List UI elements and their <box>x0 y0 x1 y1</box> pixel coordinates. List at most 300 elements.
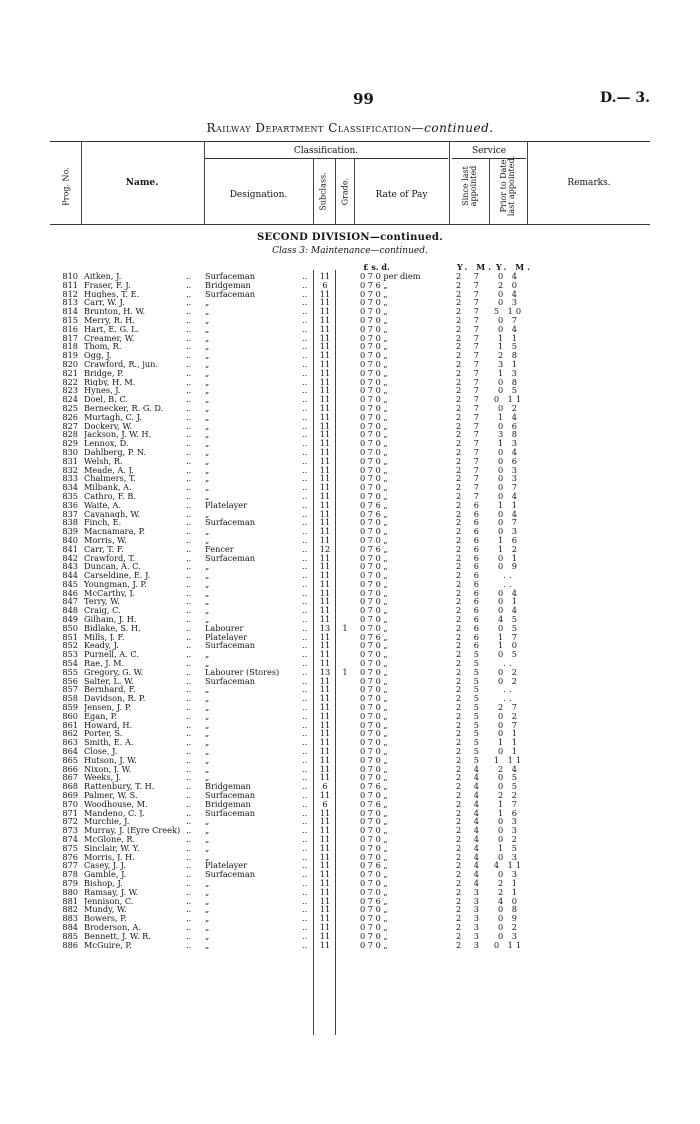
prog-no-cell: 864 <box>62 746 78 757</box>
since-last-cell: 2 4 <box>455 877 485 888</box>
designation-cell: „ <box>205 606 210 616</box>
leader-dots: .. <box>302 297 308 308</box>
table-row <box>0 694 700 703</box>
prior-to-date-cell: 0 3 <box>497 930 521 941</box>
prior-to-date-cell: 0 9 <box>497 561 521 572</box>
subclass-cell: 11 <box>319 323 331 334</box>
subclass-cell: 11 <box>319 314 331 325</box>
subclass-cell: 11 <box>319 534 331 545</box>
table-row <box>0 879 700 888</box>
since-last-cell: 2 6 <box>455 526 485 537</box>
designation-cell: „ <box>205 588 210 598</box>
name-cell: Bennett, J. W. R. <box>84 931 151 941</box>
designation-cell: Platelayer <box>205 861 248 871</box>
rate-of-pay-cell: 0 7 6 „ <box>360 631 388 642</box>
leader-dots: .. <box>186 869 192 880</box>
leader-dots: .. <box>186 877 192 888</box>
leader-dots: .. <box>302 658 308 669</box>
prior-to-date-cell: 1 3 <box>497 438 521 449</box>
rate-of-pay-cell: 0 7 6 „ <box>360 781 388 792</box>
prog-no-cell: 871 <box>62 807 78 818</box>
rate-of-pay-cell: 0 7 0 „ <box>360 517 388 528</box>
prog-no-cell: 883 <box>62 913 78 924</box>
prog-no-cell: 847 <box>62 596 78 607</box>
designation-cell: „ <box>205 773 210 783</box>
rate-of-pay-cell: 0 7 0 „ <box>360 763 388 774</box>
pay-units: £ s. d. <box>363 262 390 272</box>
name-cell: Bernhard, F. <box>84 685 136 695</box>
leader-dots: .. <box>186 781 192 792</box>
leader-dots: .. <box>302 306 308 317</box>
leader-dots: .. <box>302 834 308 844</box>
prior-to-date-cell: 1 7 <box>497 798 521 809</box>
header-prior-to-date: Prior to Date last appointed. <box>499 155 516 217</box>
leader-dots: .. <box>186 526 192 537</box>
prior-units: Y. M. <box>496 262 533 272</box>
designation-cell: „ <box>205 298 210 308</box>
leader-dots: .. <box>186 622 192 633</box>
leader-dots: .. <box>302 702 308 713</box>
leader-dots: .. <box>302 807 308 818</box>
name-cell: Gilham, J. H. <box>84 615 137 624</box>
leader-dots: .. <box>186 860 192 871</box>
prog-no-cell: 825 <box>62 402 78 413</box>
name-cell: Hutson, J. W. <box>84 755 137 765</box>
since-last-cell: 2 3 <box>455 921 485 932</box>
rate-of-pay-cell: 0 7 0 „ <box>360 323 388 334</box>
since-last-cell: 2 4 <box>455 851 485 862</box>
subclass-cell: 11 <box>319 271 331 281</box>
prior-to-date-cell: 4 0 <box>497 895 521 906</box>
since-last-cell: 2 6 <box>455 517 485 528</box>
rate-of-pay-cell: 0 7 0 „ <box>360 675 388 686</box>
rate-of-pay-cell: 0 7 0 „ <box>360 358 388 369</box>
prog-no-cell: 875 <box>62 842 78 853</box>
table-row <box>0 905 700 914</box>
prior-to-date-cell: 0 7 <box>497 314 521 325</box>
prior-to-date-cell: 1 6 <box>497 807 521 818</box>
table-row <box>0 281 700 290</box>
designation-cell: Surfaceman <box>205 808 256 818</box>
designation-cell: „ <box>205 430 210 440</box>
leader-dots: .. <box>186 446 192 457</box>
designation-cell: „ <box>205 729 210 739</box>
leader-dots: .. <box>302 710 308 721</box>
prior-to-date-cell: 0 4 <box>497 490 521 501</box>
leader-dots: .. <box>186 376 192 387</box>
name-cell: Hughes, T. E. <box>84 289 140 299</box>
since-last-cell: 2 5 <box>455 684 485 695</box>
leader-dots: .. <box>302 438 308 449</box>
since-last-cell: 2 6 <box>455 552 485 563</box>
table-row <box>0 554 700 563</box>
prior-to-date-cell: .. <box>503 658 515 669</box>
designation-cell: „ <box>205 905 210 915</box>
subclass-cell: 11 <box>319 658 331 669</box>
prog-no-cell: 868 <box>62 781 78 792</box>
leader-dots: .. <box>302 402 308 413</box>
leader-dots: .. <box>186 798 192 809</box>
prior-to-date-cell: 0 6 <box>497 420 521 431</box>
leader-dots: .. <box>186 596 192 607</box>
name-cell: Youngman, J. P. <box>84 579 147 589</box>
prior-to-date-cell: 0 2 <box>497 921 521 932</box>
leader-dots: .. <box>302 737 308 748</box>
designation-cell: „ <box>205 826 210 835</box>
prog-no-cell: 829 <box>62 438 78 449</box>
rate-of-pay-cell: 0 7 0 „ <box>360 578 388 589</box>
table-row <box>0 606 700 615</box>
since-last-cell: 2 7 <box>455 411 485 422</box>
leader-dots: .. <box>302 411 308 422</box>
leader-dots: .. <box>186 754 192 765</box>
prior-to-date-cell: 0 3 <box>497 526 521 537</box>
rate-of-pay-cell: 0 7 0 „ <box>360 877 388 888</box>
table-row <box>0 729 700 738</box>
designation-cell: Surfaceman <box>205 289 256 299</box>
since-last-cell: 2 7 <box>455 490 485 501</box>
subclass-cell: 11 <box>319 578 331 589</box>
since-last-cell: 2 7 <box>455 288 485 299</box>
prior-to-date-cell: 0 4 <box>497 605 521 616</box>
subclass-cell: 11 <box>319 886 331 897</box>
prog-no-cell: 865 <box>62 754 78 765</box>
since-last-cell: 2 6 <box>455 631 485 642</box>
designation-cell: „ <box>205 324 210 334</box>
table-row <box>0 914 700 923</box>
rate-of-pay-cell: 0 7 6 „ <box>360 499 388 510</box>
name-cell: Gamble, J. <box>84 870 127 879</box>
rate-of-pay-cell: 0 7 0 „ <box>360 385 388 396</box>
leader-dots: .. <box>302 552 308 563</box>
designation-cell: „ <box>205 527 210 536</box>
designation-cell: „ <box>205 940 210 950</box>
rate-of-pay-cell: 0 7 0 „ <box>360 446 388 457</box>
table-row <box>0 835 700 844</box>
subclass-cell: 11 <box>319 939 331 950</box>
since-last-cell: 2 5 <box>455 746 485 757</box>
name-cell: Rattenbury, T. H. <box>84 782 155 792</box>
subclass-cell: 11 <box>319 341 331 352</box>
prog-no-cell: 876 <box>62 851 78 862</box>
table-row <box>0 677 700 686</box>
subclass-cell: 11 <box>319 772 331 783</box>
since-last-cell: 2 4 <box>455 772 485 783</box>
table-row <box>0 870 700 879</box>
rate-of-pay-cell: 0 7 0 „ <box>360 622 388 633</box>
prior-to-date-cell: 2 0 <box>497 279 521 290</box>
header-top-rule <box>50 141 650 142</box>
prog-no-cell: 878 <box>62 869 78 880</box>
name-cell: Welsh, R. <box>84 456 123 466</box>
leader-dots: .. <box>186 807 192 818</box>
designation-cell: „ <box>205 852 210 862</box>
leader-dots: .. <box>302 790 308 801</box>
rate-of-pay-cell: 0 7 0 „ <box>360 306 388 317</box>
designation-cell: „ <box>205 315 210 325</box>
table-row <box>0 747 700 756</box>
prog-no-cell: 850 <box>62 622 78 633</box>
leader-dots: .. <box>302 394 308 405</box>
leader-dots: .. <box>186 939 192 950</box>
designation-cell: „ <box>205 703 210 712</box>
designation-cell: „ <box>205 597 210 607</box>
subclass-cell: 11 <box>319 605 331 616</box>
leader-dots: .. <box>186 402 192 413</box>
leader-dots: .. <box>186 710 192 721</box>
rate-of-pay-cell: 0 7 0 „ <box>360 411 388 422</box>
subclass-cell: 11 <box>319 684 331 695</box>
prior-to-date-cell: 0 2 <box>497 710 521 721</box>
leader-dots: .. <box>186 649 192 660</box>
leader-dots: .. <box>186 438 192 449</box>
header-designation: Designation. <box>229 190 288 200</box>
rate-of-pay-cell: 0 7 0 „ <box>360 719 388 730</box>
leader-dots: .. <box>302 526 308 537</box>
prog-no-cell: 826 <box>62 411 78 422</box>
table-row <box>0 439 700 448</box>
since-last-cell: 2 7 <box>455 385 485 396</box>
leader-dots: .. <box>186 728 192 739</box>
rate-of-pay-cell: 0 7 0 „ <box>360 693 388 704</box>
prior-to-date-cell: .. <box>503 693 515 704</box>
table-row <box>0 765 700 774</box>
table-row <box>0 571 700 580</box>
table-row <box>0 923 700 932</box>
subclass-cell: 11 <box>319 438 331 449</box>
since-last-cell: 2 3 <box>455 886 485 897</box>
table-row <box>0 351 700 360</box>
leader-dots: .. <box>186 719 192 730</box>
prog-no-cell: 822 <box>62 376 78 387</box>
leader-dots: .. <box>186 358 192 369</box>
leader-dots: .. <box>302 877 308 888</box>
rate-of-pay-cell: 0 7 0 „ <box>360 438 388 449</box>
prior-to-date-cell: 5 10 <box>493 306 525 317</box>
rate-of-pay-cell: 0 7 0 „ <box>360 332 388 343</box>
prog-no-cell: 844 <box>62 570 78 581</box>
since-last-cell: 2 7 <box>455 297 485 308</box>
rate-of-pay-cell: 0 7 0 „ <box>360 552 388 563</box>
designation-cell: Labourer <box>205 623 244 633</box>
leader-dots: .. <box>302 534 308 545</box>
prior-to-date-cell: .. <box>503 684 515 695</box>
since-last-cell: 2 5 <box>455 693 485 704</box>
prior-to-date-cell: 0 2 <box>497 834 521 844</box>
leader-dots: .. <box>186 306 192 317</box>
prog-no-cell: 858 <box>62 693 78 704</box>
leader-dots: .. <box>302 587 308 598</box>
leader-dots: .. <box>302 350 308 361</box>
leader-dots: .. <box>302 279 308 290</box>
subclass-cell: 11 <box>319 402 331 413</box>
table-row <box>0 659 700 668</box>
since-last-cell: 2 4 <box>455 869 485 880</box>
rate-of-pay-cell: 0 7 0 „ <box>360 455 388 466</box>
leader-dots: .. <box>186 614 192 625</box>
staff-table-body <box>0 272 700 949</box>
prog-no-cell: 859 <box>62 702 78 713</box>
subclass-cell: 11 <box>319 728 331 739</box>
prog-no-cell: 818 <box>62 341 78 352</box>
designation-cell: Surfaceman <box>205 791 256 800</box>
since-last-cell: 2 5 <box>455 728 485 739</box>
name-cell: Close, J. <box>84 747 118 756</box>
leader-dots: .. <box>186 631 192 642</box>
table-row <box>0 404 700 413</box>
title-main: Railway Department Classification <box>206 121 412 135</box>
prog-no-cell: 824 <box>62 394 78 405</box>
table-row <box>0 483 700 492</box>
prior-to-date-cell: 3 8 <box>497 429 521 440</box>
table-row <box>0 809 700 818</box>
leader-dots: .. <box>302 367 308 378</box>
designation-cell: „ <box>205 359 210 369</box>
prog-no-cell: 833 <box>62 473 78 484</box>
leader-dots: .. <box>302 482 308 493</box>
name-cell: Lennox, D. <box>84 439 129 448</box>
prior-to-date-cell: 0 1 <box>497 552 521 563</box>
table-row <box>0 536 700 545</box>
prior-to-date-cell: 0 3 <box>497 816 521 827</box>
leader-dots: .. <box>302 895 308 906</box>
prior-to-date-cell: 1 5 <box>497 842 521 853</box>
table-row <box>0 580 700 589</box>
designation-cell: „ <box>205 711 210 721</box>
designation-cell: Surfaceman <box>205 870 256 879</box>
table-row <box>0 844 700 853</box>
rate-of-pay-cell: 0 7 6 „ <box>360 543 388 554</box>
rate-of-pay-cell: 0 7 0 „ <box>360 702 388 713</box>
leader-dots: .. <box>302 825 308 836</box>
table-row <box>0 395 700 404</box>
leader-dots: .. <box>186 490 192 501</box>
name-cell: Carr, T. F. <box>84 544 124 554</box>
prior-to-date-cell: 1 1 <box>497 737 521 748</box>
since-last-cell: 2 4 <box>455 807 485 818</box>
leader-dots: .. <box>186 746 192 757</box>
leader-dots: .. <box>186 675 192 686</box>
designation-cell: Bridgeman <box>205 799 251 809</box>
prog-no-cell: 866 <box>62 763 78 774</box>
name-cell: Murchie, J. <box>84 817 130 827</box>
leader-dots: .. <box>186 702 192 713</box>
leader-dots: .. <box>186 341 192 352</box>
since-last-cell: 2 7 <box>455 376 485 387</box>
since-last-cell: 2 7 <box>455 482 485 493</box>
leader-dots: .. <box>186 816 192 827</box>
leader-dots: .. <box>302 719 308 730</box>
leader-dots: .. <box>186 411 192 422</box>
leader-dots: .. <box>186 895 192 906</box>
name-cell: Carr, W. J. <box>84 298 125 308</box>
table-row <box>0 791 700 800</box>
designation-cell: „ <box>205 342 210 352</box>
leader-dots: .. <box>302 561 308 572</box>
leader-dots: .. <box>302 323 308 334</box>
prior-to-date-cell: 0 8 <box>497 376 521 387</box>
name-cell: McGlone, R. <box>84 835 136 844</box>
name-cell: Merry, R. H. <box>84 315 135 325</box>
name-cell: Hynes, J. <box>84 386 121 396</box>
name-cell: Crawford, R., jun. <box>84 359 159 369</box>
table-row <box>0 325 700 334</box>
subclass-cell: 11 <box>319 763 331 774</box>
leader-dots: .. <box>186 851 192 862</box>
table-row <box>0 369 700 378</box>
header-bottom-rule <box>50 224 650 225</box>
since-last-cell: 2 5 <box>455 675 485 686</box>
name-cell: Rigby, H. M. <box>84 377 136 387</box>
leader-dots: .. <box>186 640 192 651</box>
subclass-cell: 11 <box>319 552 331 563</box>
subclass-cell: 11 <box>319 719 331 730</box>
since-last-cell: 2 7 <box>455 306 485 317</box>
leader-dots: .. <box>186 367 192 378</box>
since-last-cell: 2 5 <box>455 666 485 677</box>
since-last-cell: 2 6 <box>455 561 485 572</box>
subclass-cell: 11 <box>319 570 331 581</box>
name-cell: McGuire, P. <box>84 940 132 950</box>
table-row <box>0 773 700 782</box>
col-rule <box>449 141 450 225</box>
table-row <box>0 342 700 351</box>
since-last-cell: 2 7 <box>455 271 485 281</box>
rate-of-pay-cell: 0 7 6 „ <box>360 508 388 519</box>
since-last-cell: 2 6 <box>455 605 485 616</box>
table-row <box>0 685 700 694</box>
leader-dots: .. <box>186 464 192 475</box>
subclass-cell: 11 <box>319 561 331 572</box>
designation-cell: „ <box>205 835 210 844</box>
table-row <box>0 861 700 870</box>
table-row <box>0 290 700 299</box>
name-cell: Smith, E. A. <box>84 738 134 748</box>
leader-dots: .. <box>302 921 308 932</box>
rate-of-pay-cell: 0 7 0 „ <box>360 842 388 853</box>
prior-to-date-cell: 0 1 <box>497 596 521 607</box>
subclass-cell: 13 <box>319 622 331 633</box>
designation-cell: Surfaceman <box>205 641 256 651</box>
rate-of-pay-cell: 0 7 0 „ <box>360 737 388 748</box>
prog-no-cell: 820 <box>62 358 78 369</box>
leader-dots: .. <box>186 552 192 563</box>
leader-dots: .. <box>302 869 308 880</box>
header-rate-of-pay: Rate of Pay <box>375 190 428 200</box>
subclass-cell: 11 <box>319 869 331 880</box>
name-cell: Weeks, J. <box>84 773 122 783</box>
prog-no-cell: 813 <box>62 297 78 308</box>
table-row <box>0 633 700 642</box>
table-row <box>0 386 700 395</box>
prior-to-date-cell: 0 3 <box>497 473 521 484</box>
prog-no-cell: 828 <box>62 429 78 440</box>
prog-no-cell: 870 <box>62 798 78 809</box>
since-last-cell: 2 7 <box>455 420 485 431</box>
subclass-cell: 11 <box>319 306 331 317</box>
rate-of-pay-cell: 0 7 0 „ <box>360 746 388 757</box>
prog-no-cell: 815 <box>62 314 78 325</box>
rate-of-pay-cell: 0 7 0 „ <box>360 790 388 801</box>
header-since-last: Since last appointed <box>461 165 478 207</box>
prog-no-cell: 832 <box>62 464 78 475</box>
since-last-cell: 2 6 <box>455 543 485 554</box>
page-reference: D.— 3. <box>599 90 650 106</box>
prog-no-cell: 821 <box>62 367 78 378</box>
prog-no-cell: 862 <box>62 728 78 739</box>
prog-no-cell: 882 <box>62 904 78 915</box>
leader-dots: .. <box>186 772 192 783</box>
